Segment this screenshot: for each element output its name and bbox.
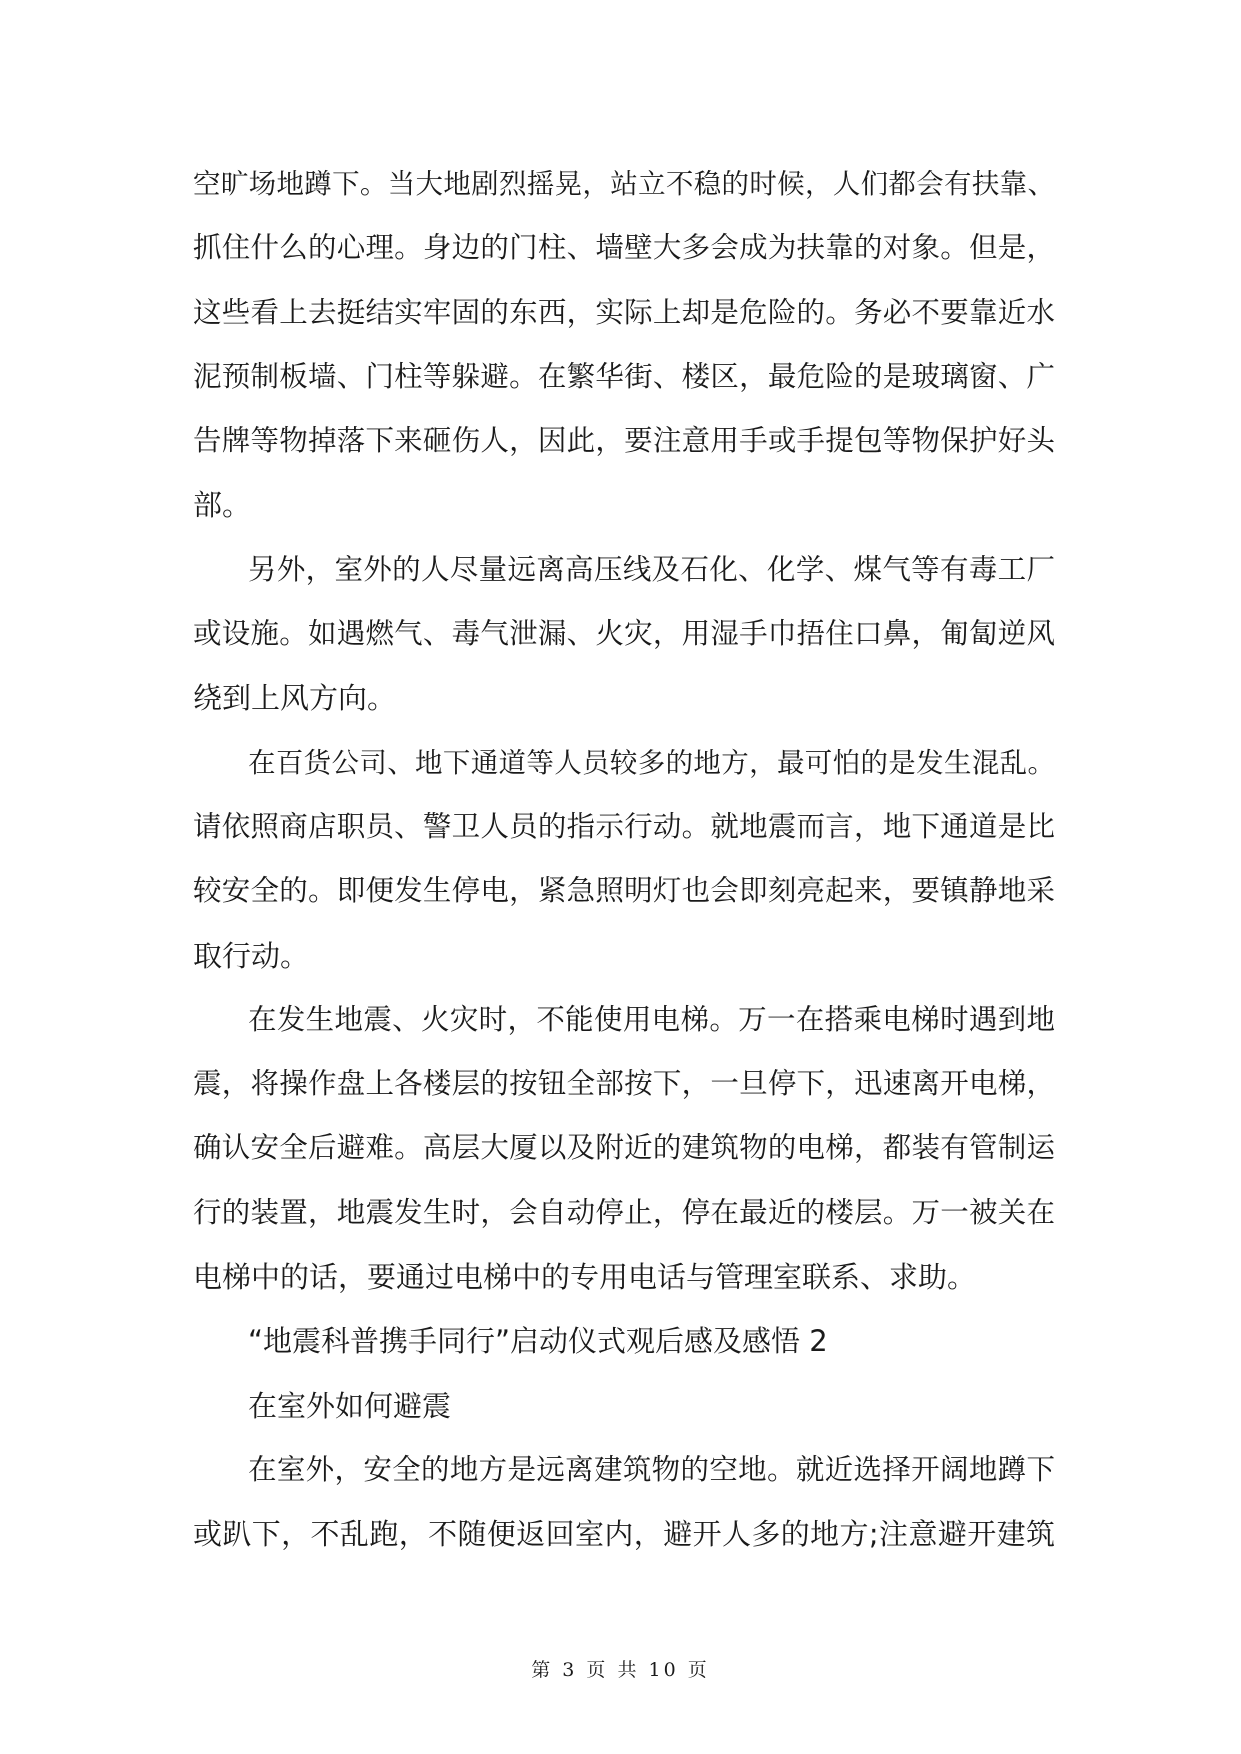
text-line: 另外，室外的人尽量远离高压线及石化、化学、煤气等有毒工厂: [248, 552, 1055, 586]
text-line: 在百货公司、地下通道等人员较多的地方，最可怕的是发生混乱。: [248, 746, 1055, 779]
text-line: 较安全的。即便发生停电，紧急照明灯也会即刻亮起来，要镇静地采: [193, 874, 1055, 908]
document-body: [193, 152, 1055, 1567]
text-line: 泥预制板墙、门柱等躲避。在繁华街、楼区，最危险的是玻璃窗、广: [193, 359, 1055, 393]
text-line: 行的装置，地震发生时，会自动停止，停在最近的楼层。万一被关在: [193, 1195, 1055, 1229]
subheading: 在室外如何避震: [248, 1388, 452, 1423]
text-line: 这些看上去挺结实牢固的东西，实际上却是危险的。务必不要靠近水: [193, 295, 1055, 329]
text-line: 取行动。: [193, 938, 310, 973]
text-line: 或设施。如遇燃气、毒气泄漏、火灾，用湿手巾捂住口鼻，匍匐逆风: [193, 617, 1055, 651]
text-line: 抓住什么的心理。身边的门柱、墙壁大多会成为扶靠的对象。但是，: [193, 231, 1055, 265]
text-line: 电梯中的话，要通过电梯中的专用电话与管理室联系、求助。: [193, 1260, 977, 1295]
section-heading: “地震科普携手同行”启动仪式观后感及感悟 2: [248, 1324, 828, 1359]
text-line: 告牌等物掉落下来砸伤人，因此，要注意用手或手提包等物保护好头: [193, 424, 1055, 458]
text-line: 请依照商店职员、警卫人员的指示行动。就地震而言，地下通道是比: [193, 809, 1055, 843]
text-line: 在室外，安全的地方是远离建筑物的空地。就近选择开阔地蹲下: [248, 1452, 1055, 1486]
page-number-footer: 第 3 页 共 10 页: [531, 1659, 710, 1681]
text-line: 或趴下，不乱跑，不随便返回室内，避开人多的地方;注意避开建筑: [193, 1517, 1055, 1552]
text-line: 绕到上风方向。: [193, 681, 397, 716]
text-line: 震，将操作盘上各楼层的按钮全部按下，一旦停下，迅速离开电梯，: [193, 1067, 1055, 1101]
text-line: 确认安全后避难。高层大厦以及附近的建筑物的电梯，都装有管制运: [193, 1131, 1055, 1165]
text-line: 在发生地震、火灾时，不能使用电梯。万一在搭乘电梯时遇到地: [248, 1002, 1055, 1036]
text-line: 部。: [193, 488, 252, 523]
text-line: 空旷场地蹲下。当大地剧烈摇晃，站立不稳的时候，人们都会有扶靠、: [193, 168, 1055, 200]
